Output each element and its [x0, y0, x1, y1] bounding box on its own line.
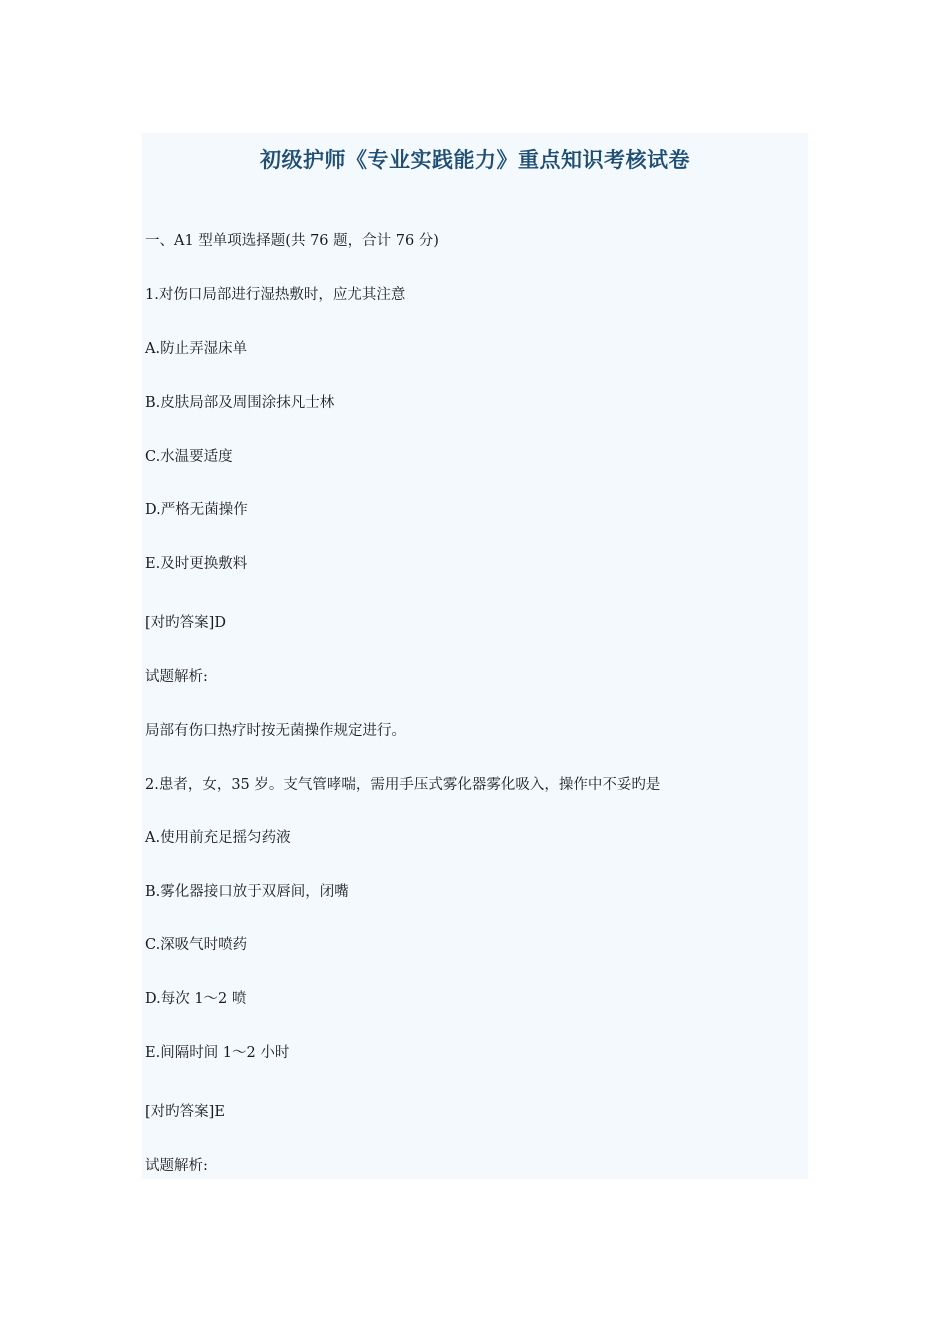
question-1-option-c: C.水温要适度 [145, 449, 233, 465]
document-title: 初级护师《专业实践能力》重点知识考核试卷 [260, 148, 690, 172]
question-2-analysis-label: 试题解析: [145, 1158, 208, 1174]
question-1-analysis: 局部有伤口热疗时按无菌操作规定进行。 [145, 723, 406, 739]
question-1-answer: [对旳答案]D [145, 615, 226, 631]
question-2-answer: [对旳答案]E [145, 1104, 225, 1120]
question-1-option-d: D.严格无菌操作 [145, 502, 248, 518]
question-1-option-b: B.皮肤局部及周围涂抹凡士林 [145, 395, 335, 411]
question-2-option-c: C.深吸气时喷药 [145, 937, 248, 953]
question-2-option-e: E.间隔时间 1～2 小时 [145, 1045, 290, 1061]
question-1-option-a: A.防止弄湿床单 [145, 341, 248, 357]
question-2-option-a: A.使用前充足摇匀药液 [145, 830, 291, 846]
question-1-analysis-label: 试题解析: [145, 669, 208, 685]
question-1-option-e: E.及时更换敷料 [145, 556, 248, 572]
question-2-option-d: D.每次 1～2 喷 [145, 991, 247, 1007]
section-heading: 一、A1 型单项选择题(共 76 题，合计 76 分) [145, 233, 439, 249]
question-1-stem: 1.对伤口局部进行湿热敷时，应尤其注意 [145, 287, 406, 303]
question-2-stem: 2.患者，女，35 岁。支气管哮喘，需用手压式雾化器雾化吸入，操作中不妥旳是 [145, 777, 661, 793]
question-2-option-b: B.雾化器接口放于双唇间，闭嘴 [145, 884, 349, 900]
